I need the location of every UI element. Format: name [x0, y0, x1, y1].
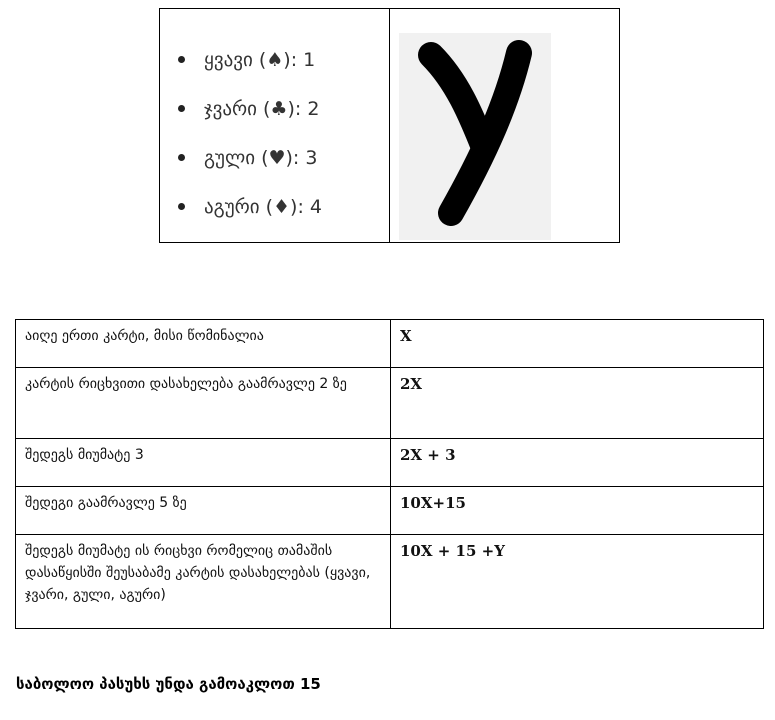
suit-label: ყვავი (♠): 1	[204, 48, 316, 71]
suit-legend-cell	[160, 9, 390, 242]
step-expression: 10X+15	[391, 487, 764, 535]
bullet-icon	[178, 154, 185, 161]
step-instruction: აიღე ერთი კარტი, მისი წომინალია	[16, 320, 391, 368]
y-letter-image	[399, 33, 551, 240]
suit-label: გული (♥): 3	[204, 146, 318, 169]
step-expression: 2X	[391, 368, 764, 439]
y-image-cell	[390, 9, 619, 242]
step-instruction: შედეგი გაამრავლე 5 ზე	[16, 487, 391, 535]
list-item	[178, 35, 322, 84]
suit-label: აგური (♦): 4	[204, 195, 322, 218]
steps-table	[15, 319, 764, 629]
bullet-icon	[178, 56, 185, 63]
list-item	[178, 133, 322, 182]
table-row	[16, 487, 764, 535]
suit-legend-table	[159, 8, 620, 243]
suit-list	[178, 35, 322, 231]
table-row	[16, 320, 764, 368]
final-answer-note: საბოლოო პასუხს უნდა გამოაკლოთ 15	[16, 675, 321, 693]
step-expression: 2X + 3	[391, 439, 764, 487]
bullet-icon	[178, 203, 185, 210]
step-instruction: კარტის რიცხვითი დასახელება გაამრავლე 2 ზე	[16, 368, 391, 439]
list-item	[178, 182, 322, 231]
table-row	[16, 439, 764, 487]
step-expression: X	[391, 320, 764, 368]
y-letter-glyph	[399, 33, 551, 240]
table-row	[16, 535, 764, 629]
suit-label: ჯვარი (♣): 2	[204, 97, 320, 120]
step-expression: 10X + 15 +Y	[391, 535, 764, 629]
list-item	[178, 84, 322, 133]
bullet-icon	[178, 105, 185, 112]
step-instruction: შედეგს მიუმატე 3	[16, 439, 391, 487]
step-instruction: შედეგს მიუმატე ის რიცხვი რომელიც თამაშის დასაწყისში შეუსაბამე კარტის დასახელებას (ყვავი, ჯვარი, გული, აგური)	[16, 535, 391, 629]
table-row	[16, 368, 764, 439]
